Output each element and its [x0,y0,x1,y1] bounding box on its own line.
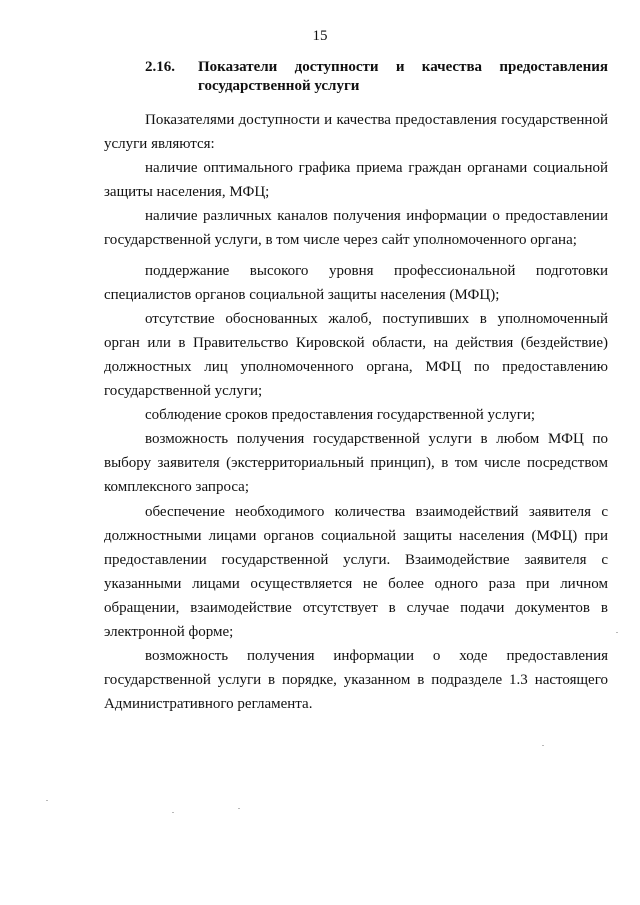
paragraph-deadlines: соблюдение сроков предоставления государственной услуги; [145,407,536,424]
section-body [104,108,608,716]
section-title-line1: Показатели доступности и качества предоставления [198,59,608,75]
paragraph-info-channels: наличие различных каналов получения информации о предоставлении государственной услуги, в том числе через сайт уполномоченного органа; [104,208,608,249]
paragraph-schedule: наличие оптимального графика приема граждан органами социальной защиты населения, МФЦ; [104,160,608,201]
scan-speck [172,812,174,813]
paragraph-interactions: обеспечение необходимого количества взаимодействий заявителя с должностными лицами органов социальной защиты населения (МФЦ) при предоставлении государственной услуги. Взаимодействие заявителя с указанными лицами осуществляется не более одного раза при личном обращении, взаимодействие отсутствует в случае подачи документов в электронной форме; [104,503,608,640]
scan-speck [238,808,240,809]
section-number: 2.16. [145,59,175,75]
paragraph-training: поддержание высокого уровня профессиональной подготовки специалистов органов социальной защиты населения (МФЦ); [104,262,608,303]
paragraph-complaints: отсутствие обоснованных жалоб, поступивших в уполномоченный орган или в Правительство Кировской области, на действия (бездействие) должностных лиц уполномоченного органа, МФЦ по предоставлению государственной услуги; [104,310,608,400]
paragraph-status-info: возможность получения информации о ходе предоставления государственной услуги в порядке, указанном в подразделе 1.3 настоящего Административного регламента. [104,648,608,713]
section-title-line2: государственной услуги [198,78,360,94]
page-number: 15 [312,28,328,44]
paragraph-intro: Показателями доступности и качества предоставления государственной услуги являются: [104,112,608,153]
scan-speck [46,800,48,801]
scan-speck [542,745,544,746]
paragraph-any-mfc: возможность получения государственной услуги в любом МФЦ по выбору заявителя (экстерриториальный принцип), в том числе посредством комплексного запроса; [104,431,608,496]
scan-speck [616,632,618,633]
